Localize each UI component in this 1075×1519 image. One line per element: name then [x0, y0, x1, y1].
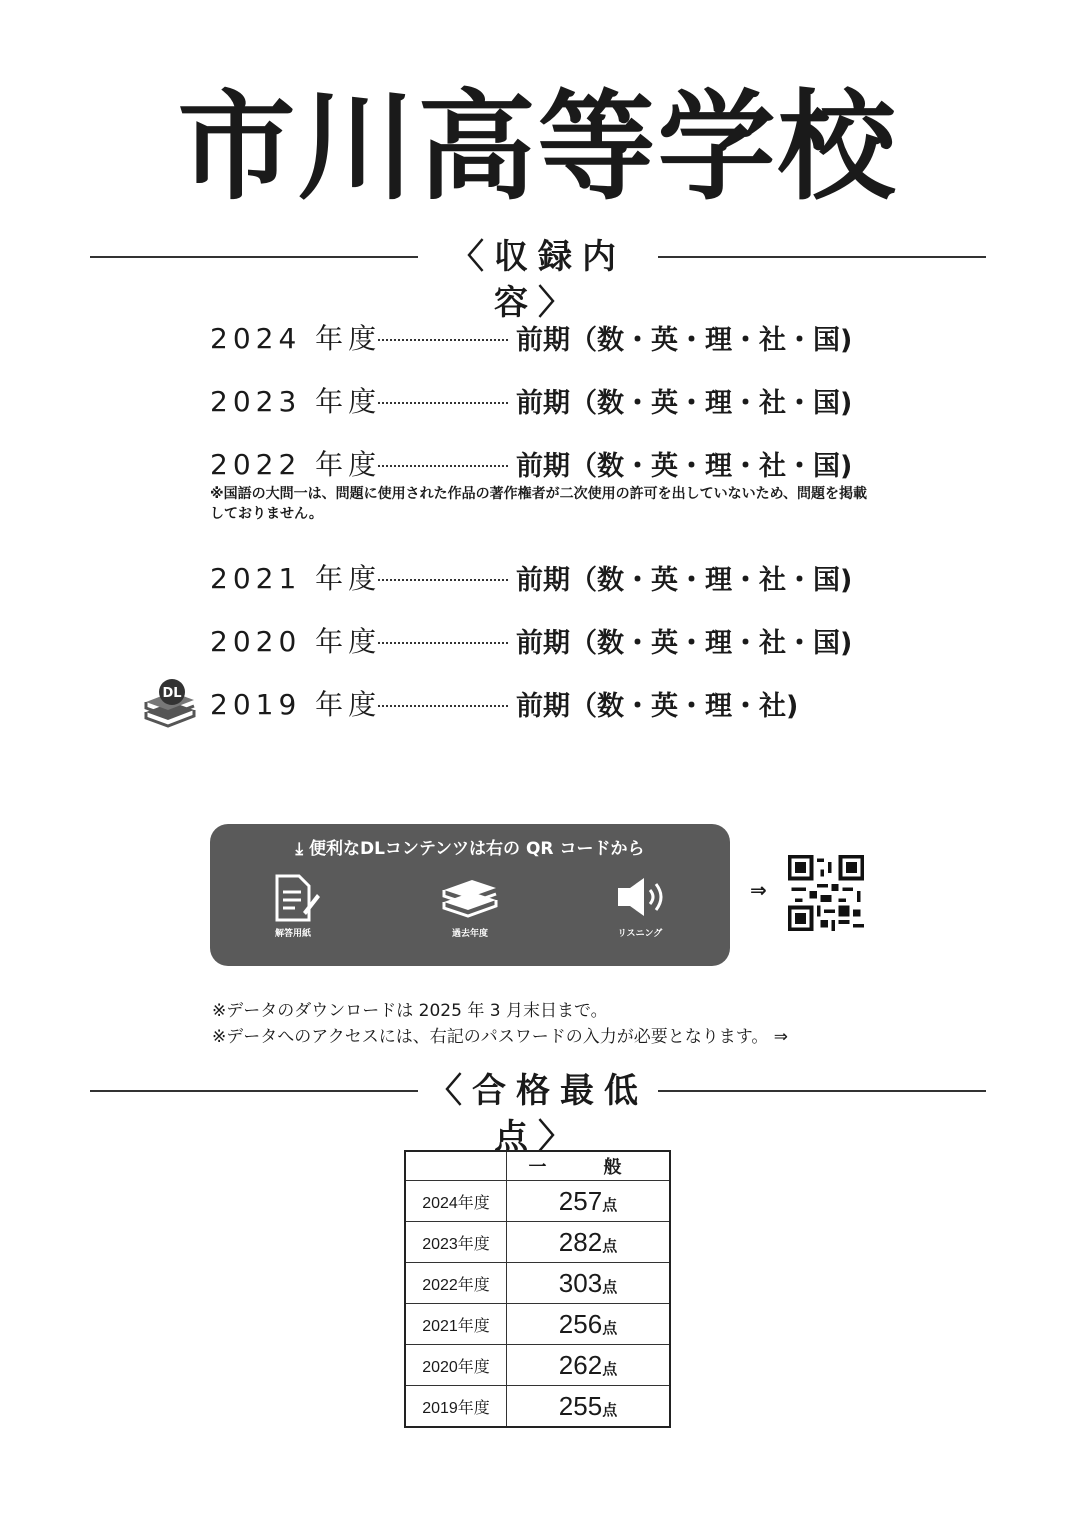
- row-year: 2019 年度: [210, 688, 382, 721]
- year-cell: 2020年度: [405, 1345, 507, 1386]
- contents-list: [210, 314, 870, 743]
- dl-item-label: リスニング: [617, 929, 663, 939]
- score-cell: [507, 1263, 671, 1304]
- table-header-row: [405, 1151, 670, 1181]
- table-row: [405, 1263, 670, 1304]
- score-unit: 点: [602, 1196, 618, 1214]
- score-unit: 点: [602, 1319, 618, 1337]
- qr-code-icon[interactable]: [788, 855, 864, 931]
- row-year: 2022 年度: [210, 448, 382, 481]
- list-item: [210, 314, 870, 360]
- list-item: [210, 617, 870, 663]
- year-cell: 2021年度: [405, 1304, 507, 1345]
- svg-text:DL: DL: [162, 686, 182, 701]
- dot-leader: [378, 579, 508, 581]
- dot-leader: [378, 705, 508, 707]
- contents-section-label: 〈収録内容〉: [450, 237, 626, 323]
- table-row: [405, 1222, 670, 1263]
- score-unit: 点: [602, 1360, 618, 1378]
- contents-section-header: [90, 234, 986, 323]
- dl-books-icon: [140, 676, 200, 732]
- row-year: 2020 年度: [210, 625, 382, 658]
- dl-item-past-years: [415, 872, 525, 939]
- table-row: [405, 1304, 670, 1345]
- list-item: [210, 554, 870, 600]
- row-subjects: 前期（数・英・理・社・国): [516, 450, 853, 482]
- score-value: 282: [558, 1226, 603, 1257]
- score-section-label: 〈合格最低点〉: [428, 1071, 648, 1157]
- score-cell: [507, 1345, 671, 1386]
- copyright-note: ※国語の大問一は、問題に使用された作品の著作権者が二次使用の許可を出していないため、問題を掲載しておりません。: [210, 486, 868, 522]
- score-unit: 点: [602, 1401, 618, 1419]
- dl-password-note: ※データへのアクセスには、右記のパスワードの入力が必要となります。 ⇒: [212, 1027, 789, 1047]
- dl-notes: [212, 998, 788, 1050]
- score-value: 255: [558, 1390, 603, 1421]
- row-subjects: 前期（数・英・理・社・国): [516, 627, 853, 659]
- table-row: [405, 1345, 670, 1386]
- corner-cell: [405, 1151, 507, 1181]
- year-cell: 2024年度: [405, 1181, 507, 1222]
- score-value: 256: [558, 1308, 603, 1339]
- table-row: [405, 1386, 670, 1428]
- dl-contents-panel: [210, 824, 730, 966]
- column-header-general: 一 般: [507, 1151, 671, 1181]
- books-icon: [440, 872, 500, 924]
- divider-line: [658, 256, 986, 258]
- dot-leader: [378, 642, 508, 644]
- list-item: [210, 680, 870, 726]
- school-title: 市川高等学校: [177, 78, 898, 216]
- dot-leader: [378, 402, 508, 404]
- dl-item-label: 解答用紙: [274, 929, 311, 939]
- row-year: 2024 年度: [210, 322, 382, 355]
- dl-item-answer-sheet: [238, 872, 348, 939]
- score-value: 257: [558, 1185, 603, 1216]
- divider-line: [658, 1090, 986, 1092]
- score-value: 303: [558, 1267, 603, 1298]
- row-subjects: 前期（数・英・理・社・国): [516, 324, 853, 356]
- row-subjects: 前期（数・英・理・社・国): [516, 387, 853, 419]
- year-cell: 2019年度: [405, 1386, 507, 1428]
- row-subjects: 前期（数・英・理・社・国): [516, 564, 853, 596]
- score-section-header: [90, 1068, 986, 1157]
- score-cell: [507, 1386, 671, 1428]
- score-cell: [507, 1181, 671, 1222]
- score-cell: [507, 1222, 671, 1263]
- dl-heading-text: 便利なDLコンテンツは右の QR コードから: [308, 839, 645, 859]
- score-unit: 点: [602, 1237, 618, 1255]
- score-unit: 点: [602, 1278, 618, 1296]
- year-cell: 2023年度: [405, 1222, 507, 1263]
- divider-line: [90, 256, 418, 258]
- speaker-icon: [612, 872, 668, 924]
- row-year: 2023 年度: [210, 385, 382, 418]
- arrow-to-qr: ⇒: [750, 878, 767, 902]
- dl-item-listening: [585, 872, 695, 939]
- divider-line: [90, 1090, 418, 1092]
- dl-item-label: 過去年度: [451, 929, 488, 939]
- download-icon: ⤓: [295, 839, 309, 859]
- dot-leader: [378, 465, 508, 467]
- answer-sheet-icon: [265, 872, 321, 924]
- dl-deadline-note: ※データのダウンロードは 2025 年 3 月末日まで。: [212, 1001, 608, 1021]
- min-score-table: [404, 1150, 671, 1428]
- dot-leader: [378, 339, 508, 341]
- dl-panel-heading: [210, 834, 730, 859]
- row-year: 2021 年度: [210, 562, 382, 595]
- score-cell: [507, 1304, 671, 1345]
- list-item: [210, 440, 870, 486]
- score-value: 262: [558, 1349, 603, 1380]
- table-row: [405, 1181, 670, 1222]
- year-cell: 2022年度: [405, 1263, 507, 1304]
- list-item: [210, 377, 870, 423]
- row-subjects: 前期（数・英・理・社): [516, 690, 799, 722]
